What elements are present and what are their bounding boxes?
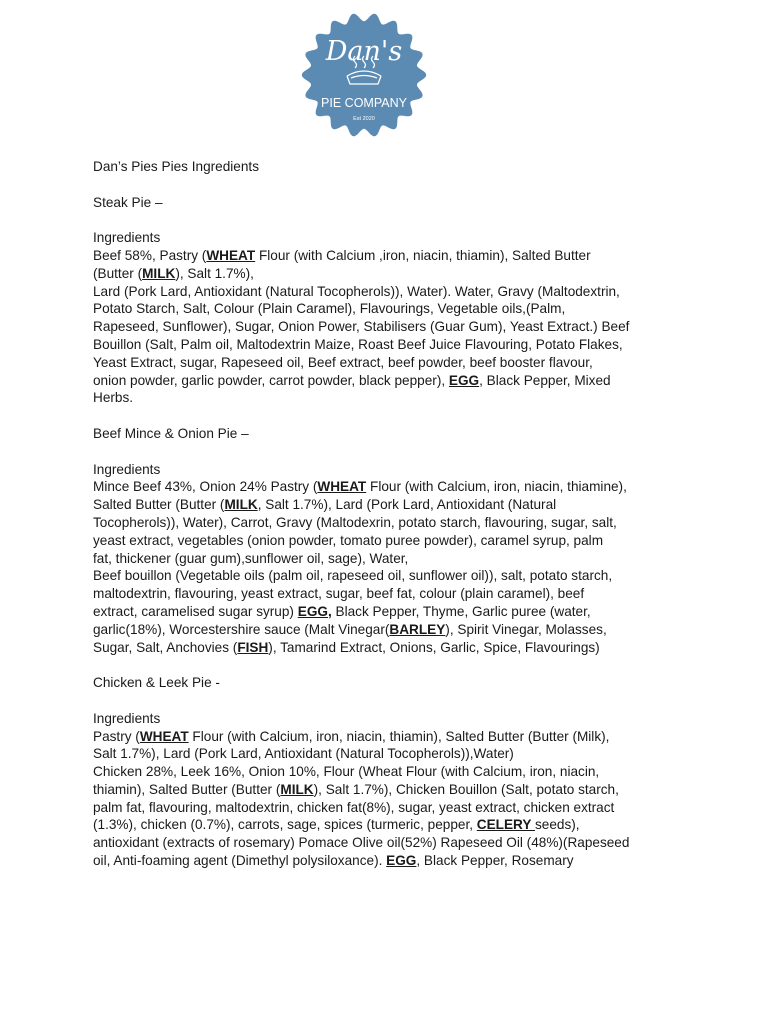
spacer bbox=[93, 211, 683, 229]
logo-name-text: PIE COMPANY bbox=[321, 96, 407, 110]
ingredients-text: Mince Beef 43%, Onion 24% Pastry (WHEAT Flour (with Calcium, iron, niacin, thiamine), Salted Butter (Butter (MILK, Salt 1.7%), Lard (Pork Lard, Antioxidant (Natural Tocopherols)), Water), Carrot, Gravy (Maltodexrin, potato starch, flavouring, sugar, salt, yeast extract, vegetables (onion powder, tomato puree powder), caramel syrup, palm fat, thickener (guar gum),sunflower oil, sage), Water, Beef bouillon (Vegetable oils (palm oil, rapeseed oil, sunflower oil)), salt, potato starch, maltodextrin, flavouring, yeast extract, sugar, beef fat, colour (plain caramel), beef extract, caramelised sugar syrup) EGG, Black Pepper, Thyme, Garlic puree (water, garlic(18%), Worcestershire sauce (Malt Vinegar(BARLEY), Spirit Vinegar, Molasses, Sugar, Salt, Anchovies (FISH), Tamarind Extract, Onions, Garlic, Spice, Flavourings) bbox=[93, 479, 627, 655]
document-title: Dan’s Pies Pies Ingredients bbox=[93, 159, 259, 174]
spacer bbox=[93, 176, 683, 194]
allergen-highlight: WHEAT bbox=[206, 247, 256, 263]
ingredients-text: Beef 58%, Pastry (WHEAT Flour (with Calcium ,iron, niacin, thiamin), Salted Butter (Butter (MILK), Salt 1.7%), Lard (Pork Lard, Antioxidant (Natural Tocopherols)), Water). Water, Gravy (Maltodextrin, Potato Starch, Salt, Colour (Plain Caramel), Flavourings, Vegetable oils,(Palm, Rapeseed, Sunflower), Sugar, Onion Power, Stabilisers (Guar Gum), Yeast Extract.) Beef Bouillon (Salt, Palm oil, Maltodextrin Maize, Roast Beef Juice Flavouring, Potato Flakes, Yeast Extract, sugar, Rapeseed oil, Beef extract, beef powder, beef booster flavour, onion powder, garlic powder, carrot powder, black pepper), EGG, Black Pepper, Mixed Herbs. bbox=[93, 247, 630, 406]
sections-container bbox=[93, 194, 683, 870]
spacer bbox=[93, 692, 683, 710]
logo-name-script: Dan's bbox=[325, 36, 403, 67]
allergen-highlight: WHEAT bbox=[139, 728, 189, 744]
section-heading: Beef Mince & Onion Pie – bbox=[93, 425, 249, 441]
allergen-highlight: WHEAT bbox=[317, 479, 367, 495]
allergen-highlight: MILK bbox=[280, 781, 314, 797]
allergen-highlight: FISH bbox=[237, 639, 269, 655]
section-subheading: Ingredients bbox=[93, 230, 161, 246]
logo-badge bbox=[298, 12, 430, 138]
allergen-highlight: CELERY bbox=[476, 817, 535, 833]
allergen-highlight: EGG, bbox=[297, 603, 332, 619]
company-logo bbox=[298, 12, 430, 138]
pie-section bbox=[93, 425, 683, 674]
logo-established: Est 2020 bbox=[353, 116, 375, 122]
ingredients-document bbox=[93, 158, 683, 870]
allergen-highlight: MILK bbox=[142, 265, 176, 281]
pie-section bbox=[93, 674, 683, 870]
section-subheading: Ingredients bbox=[93, 710, 161, 726]
ingredients-text: Pastry (WHEAT Flour (with Calcium, iron, niacin, thiamin), Salted Butter (Butter (Milk), Salt 1.7%), Lard (Pork Lard, Antioxidant (Natural Tocopherols)),Water) Chicken 28%, Leek 16%, Onion 10%, Flour (Wheat Flour (with Calcium, iron, niacin, thiamin), Salted Butter (Butter (MILK), Salt 1.7%), Chicken Bouillon (Salt, potato starch, palm fat, flavouring, maltodextrin, chicken fat(8%), sugar, yeast extract, chicken extract (1.3%), chicken (0.7%), carrots, sage, spices (turmeric, pepper, CELERY seeds), antioxidant (extracts of rosemary) Pomace Olive oil(52%) Rapeseed Oil (48%)(Rapeseed oil, Anti-foaming agent (Dimethyl polysiloxance). EGG, Black Pepper, Rosemary bbox=[93, 728, 630, 869]
spacer bbox=[93, 443, 683, 461]
allergen-highlight: EGG bbox=[448, 372, 480, 388]
section-heading: Chicken & Leek Pie - bbox=[93, 675, 220, 691]
section-heading: Steak Pie – bbox=[93, 194, 163, 210]
spacer bbox=[93, 656, 683, 674]
spacer bbox=[93, 407, 683, 425]
allergen-highlight: BARLEY bbox=[389, 621, 446, 637]
section-subheading: Ingredients bbox=[93, 461, 161, 477]
allergen-highlight: EGG bbox=[386, 853, 417, 869]
allergen-highlight: MILK bbox=[224, 497, 258, 513]
pie-section bbox=[93, 194, 683, 425]
